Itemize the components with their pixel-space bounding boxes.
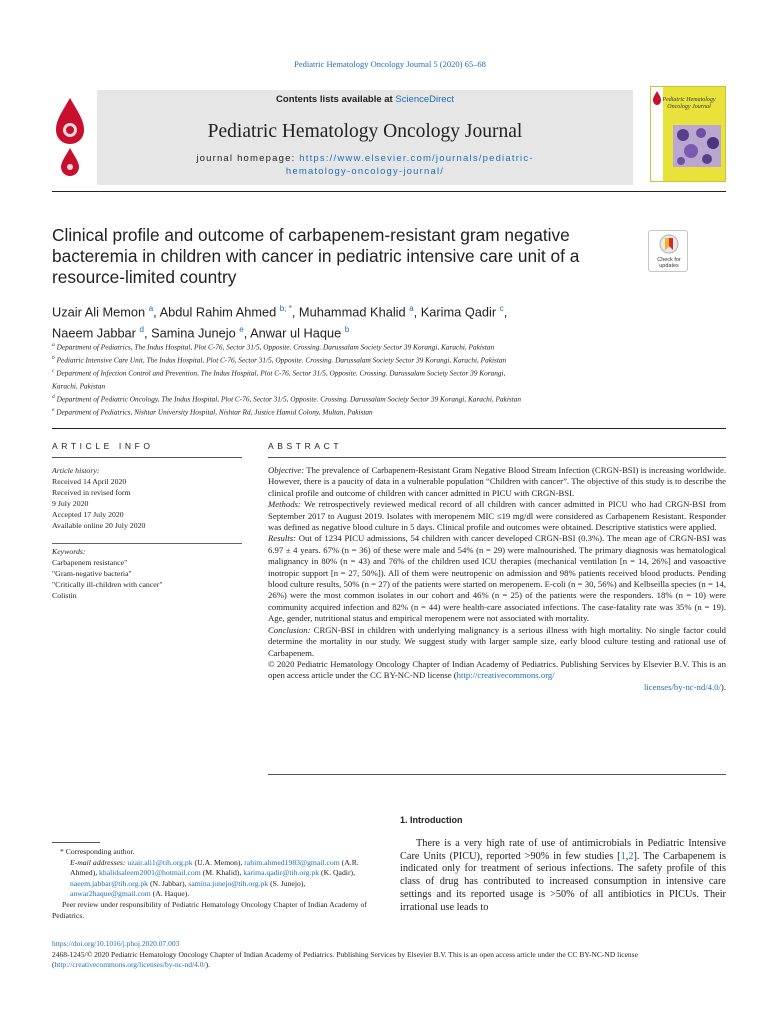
journal-title: Pediatric Hematology Oncology Journal — [207, 121, 523, 142]
affiliation-item: $^b$ Pediatric Intensive Care Unit, The Indus Hospital, Plot C-76, Sector 31/5, Opposite. Crossing. Darussalam Society Sector 39 Korangi, Karachi, Pakistan — [52, 355, 507, 365]
journal-homepage: journal homepage: https://www.elsevier.com/journals/pediatric- hematology-oncology-journal/ — [196, 153, 534, 177]
affiliation-item: Karachi, Pakistan — [52, 381, 106, 391]
abstract-objective: Objective: The prevalence of Carbapenem-Resistant Gram Negative Blood Stream Infection (CRGN-BSI) is increasing worldwide. However, there is a paucity of data in a vulnerable population “Children with cancer”. The objective of this study is to describe the clinical profile and outcome of children with cancer admitted in PICU with CRGN-BSI. — [268, 465, 726, 498]
abstract-methods: Methods: We retrospectively reviewed medical record of all children with cancer admitted in PICU who had CRGN-BSI from September 2017 to August 2019. Isolates with meropenem MIC ≤19 mg/dl were considered as Carbapenem Resistant. Responder was defined as negative blood culture in 5 days. Clinical profile and outcomes were obtained. Descriptive statistics were applied. — [268, 499, 726, 533]
footnote-rule — [52, 842, 100, 843]
keywords-rule — [52, 543, 242, 544]
cover-title: Pediatric Hematology Oncology Journal — [662, 97, 716, 110]
email-link[interactable]: karima.qadir@tih.org.pk — [243, 868, 320, 878]
introduction-heading: 1. Introduction — [400, 815, 463, 825]
contents-line: Contents lists available at ScienceDirect — [276, 94, 454, 105]
email-link[interactable]: samina.junejo@tih.org.pk — [188, 878, 269, 888]
check-for-updates-icon — [659, 234, 679, 254]
journal-logo-icon — [52, 96, 88, 178]
article-info-rule — [52, 457, 242, 458]
abstract-copyright: © 2020 Pediatric Hematology Oncology Chapter of Indian Academy of Pediatrics. Publishing Services by Elsevier B.V. This is an open access article under the CC BY-NC-ND license (http://creativecommons.org/ — [268, 658, 726, 681]
affiliation-item: $^e$ Department of Pediatrics, Nishtar University Hospital, Nishtar Rd, Justice Hamid Colony, Multan, Pakistan — [52, 407, 373, 417]
article-info-heading: ARTICLE INFO — [52, 441, 154, 451]
journal-reference[interactable]: Pediatric Hematology Oncology Journal 5 (2020) 65–68 — [294, 59, 486, 69]
license-link-cont[interactable]: licenses/by-nc-nd/4.0/ — [643, 681, 721, 692]
article-history: Article history: Received 14 April 2020 Received in revised form 9 July 2020 Accepted 17 July 2020 Available online 20 July 2020 — [52, 466, 146, 531]
introduction-paragraph: There is a very high rate of use of antimicrobials in Pediatric Intensive Care Units (PICU), reported >90% in few studies [1,2]. The Carbapenem is indicated only for treatment of serious infections. The safety profile of this class of drug has contributed to increased consumption in intensive care settings and its reported usage is >50% of all antibiotics in PICUs. Their irrational use leads to — [400, 838, 726, 913]
keywords: Keywords: Carbapenem resistance" "Gram-negative bacteria" "Critically ill-children with cancer" Colistin — [52, 546, 242, 601]
email-link[interactable]: anwar2haque@gmail.com — [70, 889, 151, 899]
footer-license-link[interactable]: http://creativecommons.org/licenses/by-nc-nd/4.0/ — [54, 960, 206, 969]
email-addresses: E-mail addresses: uzair.ali1@tih.org.pk (U.A. Memon), rahim.ahmed1983@gmail.com (A.R. Ahmed), khalidsaleem2001@hotmail.com (M. Khalid), karima.qadir@tih.org.pk (K. Qadir), naeem.jabbar@tih.org.pk (N. Jabbar), samina.junejo@tih.org.pk (S. Junejo), anwar2haque@gmail.com (A. Haque). — [70, 857, 359, 899]
page-footer — [52, 939, 726, 971]
keyword-item: "Critically ill-children with cancer" — [52, 580, 163, 590]
abstract-heading: ABSTRACT — [268, 441, 343, 451]
check-for-updates-label: Check for updates — [657, 257, 681, 269]
peer-review-note: Peer review under responsibility of Pediatric Hematology Oncology Chapter of Indian Academy of Pediatrics. — [52, 899, 367, 920]
abstract-end-rule — [268, 774, 726, 775]
homepage-link[interactable]: https://www.elsevier.com/journals/pediatric- — [299, 153, 534, 164]
affil-marker[interactable]: a — [409, 304, 414, 313]
affil-marker[interactable]: b, * — [279, 304, 292, 313]
affiliation-item: $^c$ Department of Infection Control and Prevention, The Indus Hospital, Plot C-76, Sector 31/5, Opposite. Crossing. Darussalam Society Sector 39 Korangi, — [52, 368, 506, 378]
keyword-item: "Gram-negative bacteria" — [52, 569, 132, 579]
abstract-rule — [268, 457, 726, 458]
affil-marker[interactable]: b — [344, 325, 350, 335]
cover-cells-image — [673, 125, 721, 167]
abstract-results: Results: Out of 1234 PICU admissions, 54 children with cancer developed CRGN-BSI (0.3%). The mean age of CRGN-BSI was 6.97 ± 4 years. 67% (n = 36) of these were male and 54% (n = 29) were malnourished. The primary diagnosis was hematological malignancy in 80% (n = 43) and 76% of the children used ICU therapies (mechanical ventilation [n = 14, 26%] and vasoactive inotropic support [n = 27, 50%]). All of them were neutropenic on admission and 98% patients received blood products. Pending blood culture results, 50% (n = 27) of the patients were started on meropenem. E-coli (n = 30, 56%) and Kelbseilla species (n = 14, 26%) were the most common isolates in our cohort and 46% (n = 25) of the patients were the responders. 18% (n = 10) were community acquired infection and 82% (n = 44) were health-care associated infections. The case-fatality rate was 35% (n = 19). Age, gender, nutritional status and empirical meropenem were not associated with mortality. — [268, 533, 726, 624]
license-link[interactable]: http://creativecommons.org/ — [456, 670, 555, 681]
affiliation-item: $^a$ Department of Pediatrics, The Indus Hospital, Plot C-76, Sector 31/5, Opposite. Crossing. Darussalam Society Sector 39 Korangi, Karachi, Pakistan — [52, 342, 495, 352]
article-title: Clinical profile and outcome of carbapenem-resistant gram negative bacteremia in children with cancer in pediatric intensive care unit of a resource-limited country — [52, 225, 580, 287]
affiliations — [52, 340, 652, 418]
affil-marker[interactable]: d — [139, 325, 144, 335]
affil-marker[interactable]: c — [499, 304, 504, 313]
sciencedirect-link[interactable]: ScienceDirect — [395, 94, 454, 105]
email-link[interactable]: rahim.ahmed1983@gmail.com — [244, 857, 340, 867]
check-for-updates-badge[interactable] — [648, 230, 688, 272]
homepage-link-cont[interactable]: hematology-oncology-journal/ — [285, 166, 445, 177]
email-link[interactable]: khalidsaleem2001@hotmail.com — [99, 868, 201, 878]
corresponding-author: * Corresponding author. — [60, 847, 135, 856]
citation-link[interactable]: 2 — [628, 850, 634, 862]
keyword-item: Colistin — [52, 591, 77, 601]
email-link[interactable]: naeem.jabbar@tih.org.pk — [70, 878, 149, 888]
header-rule — [52, 191, 726, 192]
author-list: Uzair Ali Memon $^a$, Abdul Rahim Ahmed $^{b, *}$, Muhammad Khalid $^a$, Karima Qadir $^c$, Naeem Jabbar $^d$, Samina Junejo $^e$, Anwar ul Haque $^b$ — [52, 304, 508, 341]
email-link[interactable]: uzair.ali1@tih.org.pk — [127, 857, 193, 867]
doi-link[interactable]: https://doi.org/10.1016/j.phoj.2020.07.003 — [52, 939, 180, 948]
footnotes — [52, 847, 382, 921]
affil-marker[interactable]: e — [239, 325, 244, 335]
journal-cover-image — [650, 86, 726, 182]
citation-link[interactable]: 1 — [620, 850, 626, 862]
affiliations-rule — [52, 428, 726, 429]
issn-license: 2468-1245/© 2020 Pediatric Hematology Oncology Chapter of Indian Academy of Pediatrics. Publishing Services by Elsevier B.V. This is an open access article under the CC BY-NC-ND license (http://creativecommons.org/licenses/by-nc-nd/4.0/). — [52, 949, 638, 969]
abstract-conclusion: Conclusion: CRGN-BSI in children with underlying malignancy is a serious illness with high mortality. No single factor could determine the mortality in our study. We suggest study with larger sample size, early blood culture testing and rational use of Carbapenem. — [268, 624, 726, 658]
abstract-body: Objective: The prevalence of Carbapenem-Resistant Gram Negative Blood Stream Infection (CRGN-BSI) is increasing worldwide. However, there is a paucity of data in a vulnerable population “Children with cancer”. The objective of this study is to describe the clinical profile and outcome of children with cancer admitted in PICU with CRGN-BSI. Methods: We retrospectively reviewed medical record of all children with cancer admitted in PICU who had CRGN-BSI from September 2017 to August 2019. Isolates with meropenem MIC ≤19 mg/dl were considered as Carbapenem Resistant. Responder was defined as negative blood culture in 5 days. Clinical profile and outcomes were obtained. Descriptive statistics were applied. Results: Out of 1234 PICU admissions, 54 children with cancer developed CRGN-BSI (0.3%). The mean age of CRGN-BSI was 6.97 ± 4 years. 67% (n = 36) of these were male and 54% (n = 29) were malnourished. The primary diagnosis was hematological malignancy in 80% (n = 43) and 76% of the children used ICU therapies (mechanical ventilation [n = 14, 26%] and vasoactive inotropic support [n = 27, 50%]). All of them were neutropenic on admission and 98% patients received blood products. Pending blood culture results, 50% (n = 27) of the patients were started on meropenem. E-coli (n = 30, 56%) and Kelbseilla species (n = 14, 26%) were the most common isolates in our cohort and 46% (n = 25) of the patients were the responders. 18% (n = 10) were community acquired infection and 82% (n = 44) were health-care associated infections. The case-fatality rate was 35% (n = 19). Age, gender, nutritional status and empirical meropenem were not associated with mortality. Conclusion: CRGN-BSI in children with underlying malignancy is a serious illness with high mortality. No single factor could determine the mortality in our study. We suggest study with larger sample size, early blood culture testing and rational use of Carbapenem. © 2020 Pediatric Hematology Oncology Chapter of Indian Academy of Pediatrics. Publishing Services by Elsevier B.V. This is an open access article under the CC BY-NC-ND license (http://creativecommons.org/ licenses/by-nc-nd/4.0/). — [268, 465, 726, 692]
keyword-item: Carbapenem resistance" — [52, 558, 128, 568]
affil-marker[interactable]: a — [148, 304, 154, 313]
affiliation-item: $^d$ Department of Pediatric Oncology, The Indus Hospital, Plot C-76, Sector 31/5, Opposite. Crossing. Darussalam Society Sector 39 Korangi, Karachi, Pakistan — [52, 394, 522, 404]
journal-header-box — [97, 90, 633, 185]
